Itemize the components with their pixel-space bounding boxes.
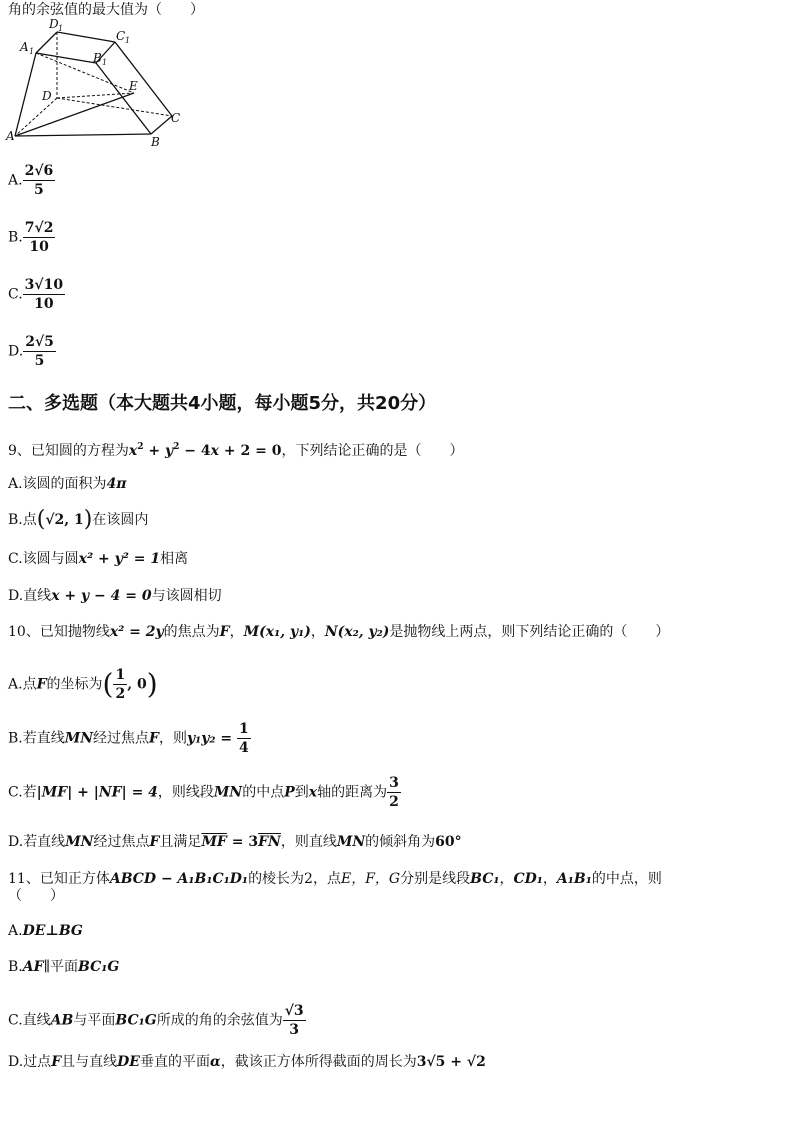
- q9-option-b: B.点(√2, 1)在该圆内: [8, 507, 149, 532]
- q8-option-a: A. $\frac{2√6}{5}$: [8, 163, 54, 198]
- q11-option-b: B.AF∥平面BC₁G: [8, 959, 120, 975]
- q8-option-b: B. $\frac{7√2}{10}$: [8, 220, 54, 255]
- label-A: A: [6, 129, 15, 143]
- q10-stem: 10、已知抛物线x² = 2y的焦点为F，M(x₁, y₁)，N(x₂, y₂)是抛物线上两点，则下列结论正确的（ ）: [8, 624, 670, 640]
- q11-option-d: D.过点F且与直线DE垂直的平面α，截该正方体所得截面的周长为3√5 + √2: [8, 1054, 486, 1070]
- frustum-figure: [5, 16, 195, 151]
- q9-option-d: D.直线x + y − 4 = 0与该圆相切: [8, 588, 222, 604]
- label-E: E: [129, 79, 138, 93]
- q10-option-b: B.若直线MN经过焦点F，则y₁y₂ = $\frac{1}{4}$: [8, 721, 249, 756]
- q8-option-d: D. $\frac{2√5}{5}$: [8, 334, 54, 369]
- label-D1: D: [49, 17, 59, 31]
- q9-option-c: C.该圆与圆x² + y² = 1相离: [8, 551, 189, 567]
- label-B: B: [151, 135, 160, 149]
- section-title: 二、多选题（本大题共4小题，每小题5分，共20分）: [8, 393, 437, 414]
- q8-option-c: C. $\frac{3√10}{10}$: [8, 277, 64, 312]
- label-B1: B: [93, 51, 102, 65]
- q10-option-c: C.若|MF| + |NF| = 4，则线段MN的中点P到x轴的距离为 $\frac{3}{2}$: [8, 775, 399, 810]
- q11-option-a: A.DE⊥BG: [8, 923, 83, 939]
- label-C1-sub: 1: [125, 36, 131, 45]
- q8-stem-tail: 角的余弦值的最大值为（ ）: [8, 2, 204, 18]
- label-D1-sub: 1: [58, 24, 64, 33]
- label-C1: C: [116, 29, 126, 43]
- q10-option-d: D.若直线MN经过焦点F且满足$\overline{MF} = 3\overline{FN}$，则直线MN的倾斜角为60°: [8, 834, 462, 850]
- q11-option-c: C.直线AB与平面BC₁G所成的角的余弦值为 $\frac{√3}{3}$: [8, 1003, 304, 1038]
- label-D: D: [42, 89, 52, 103]
- label-C: C: [171, 111, 181, 125]
- q11-stem-line1: 11、已知正方体ABCD − A₁B₁C₁D₁的棱长为2，点E，F，G分别是线段BC₁，CD₁，A₁B₁的中点，则: [8, 871, 662, 887]
- label-A1: A: [20, 40, 29, 54]
- q11-stem-line2: （ ）: [8, 888, 64, 904]
- q9-stem: 9、已知圆的方程为$x^2 + y^2 - 4x + 2 = 0$，下列结论正确的是（ ）: [8, 442, 464, 459]
- q10-option-a: A.点F的坐标为( $\frac{1}{2}$ , 0): [8, 667, 158, 702]
- q9-option-a: A.该圆的面积为4π: [8, 476, 127, 492]
- label-A1-sub: 1: [29, 47, 35, 56]
- label-B1-sub: 1: [102, 58, 108, 67]
